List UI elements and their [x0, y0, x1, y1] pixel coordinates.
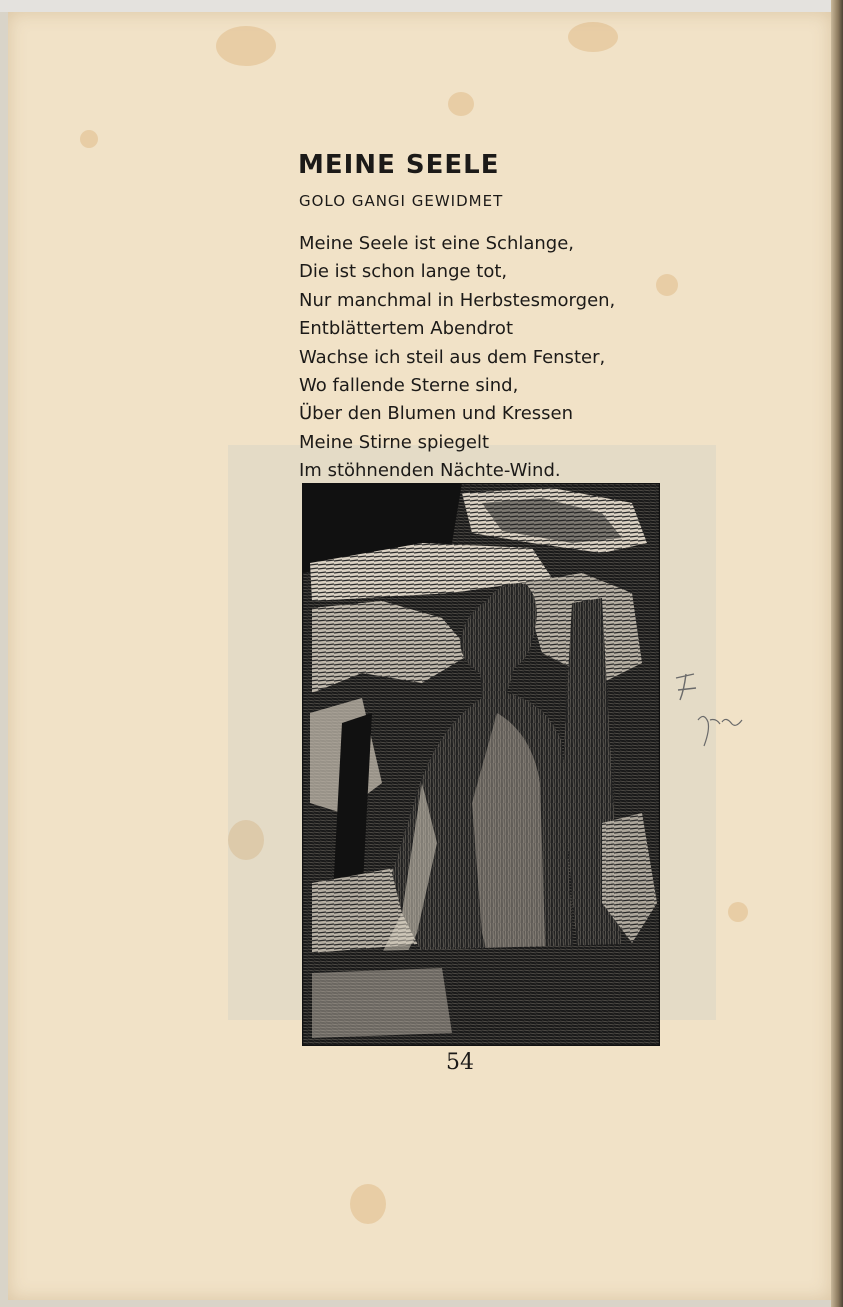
woodcut-illustration — [302, 483, 660, 1046]
foxing-stain — [656, 274, 678, 296]
poem-line: Im stöhnenden Nächte-Wind. — [299, 460, 561, 482]
scan-top-edge — [0, 0, 843, 12]
foxing-stain — [448, 92, 474, 116]
poem-line: Wo fallende Sterne sind, — [299, 375, 519, 397]
foxing-stain — [728, 902, 748, 922]
foxing-stain — [568, 22, 618, 52]
foxing-stain — [80, 130, 98, 148]
poem-line: Nur manchmal in Herbstesmorgen, — [299, 289, 616, 311]
poem-line: Über den Blumen und Kressen — [299, 403, 574, 425]
poem-dedication: GOLO GANGI GEWIDMET — [299, 192, 504, 210]
page-edge-shadow — [831, 0, 843, 1307]
foxing-stain — [350, 1184, 386, 1224]
poem-line: Die ist schon lange tot, — [299, 261, 508, 283]
poem-line: Meine Seele ist eine Schlange, — [299, 233, 575, 254]
poem-title: MEINE SEELE — [298, 150, 500, 180]
poem-line: Meine Stirne spiegelt — [299, 431, 490, 453]
page-number: 54 — [446, 1050, 474, 1075]
poem-body — [299, 230, 615, 486]
pencil-annotation — [670, 668, 750, 758]
poem-line: Entblättertem Abendrot — [299, 318, 513, 340]
poem-line: Wachse ich steil aus dem Fenster, — [299, 346, 606, 368]
foxing-stain — [216, 26, 276, 66]
